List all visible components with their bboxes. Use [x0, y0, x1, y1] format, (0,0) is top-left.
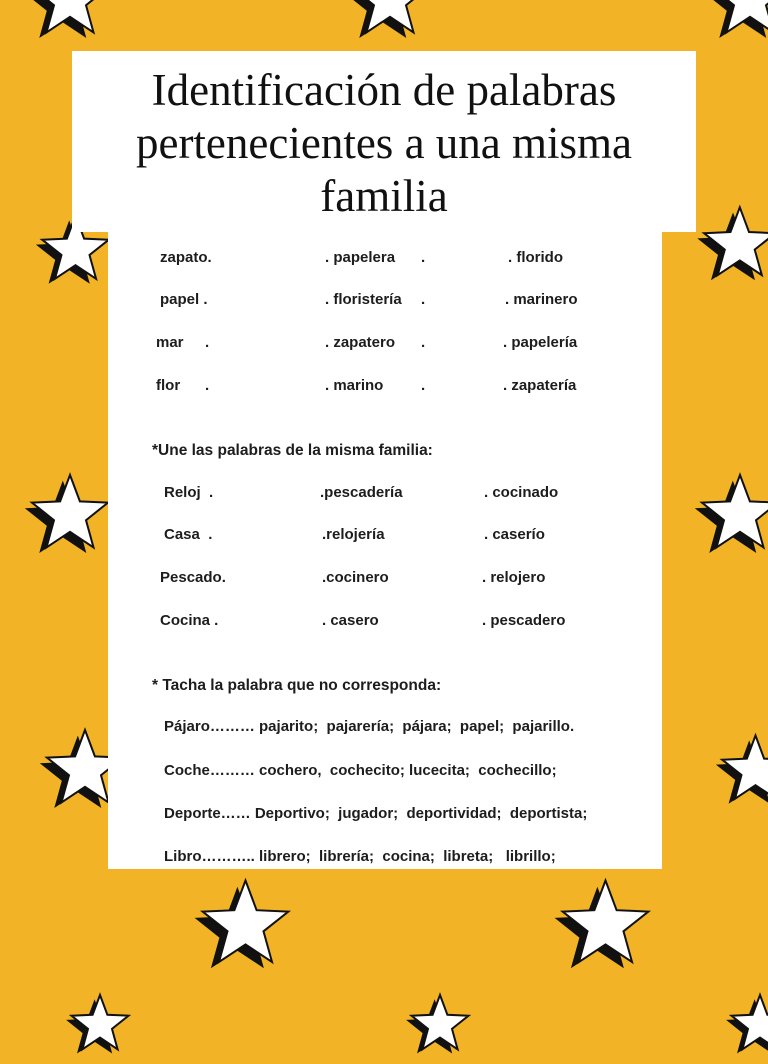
star-icon — [688, 463, 768, 567]
word-reloj: Reloj . — [164, 484, 213, 502]
word-cocina: Cocina . — [160, 612, 218, 630]
star-icon — [18, 463, 122, 567]
word-marino: . marino — [325, 377, 383, 395]
section2-heading: *Une las palabras de la misma familia: — [152, 442, 433, 460]
word-pescado: Pescado. — [160, 569, 226, 587]
word-marinero: . marinero — [505, 291, 578, 309]
dot: . — [421, 291, 425, 309]
dot: . — [421, 377, 425, 395]
star-icon — [187, 867, 304, 984]
word-relojero: . relojero — [482, 569, 545, 587]
dot: . — [421, 249, 425, 267]
star-icon — [547, 867, 664, 984]
word-flor: flor — [156, 377, 180, 395]
exercise-line-coche: Coche……… cochero, cochecito; lucecita; cochecillo; — [164, 762, 557, 780]
word-papel: papel . — [160, 291, 208, 309]
word-casero: . casero — [322, 612, 379, 630]
word-pescadero: . pescadero — [482, 612, 565, 630]
dot: . — [205, 377, 209, 395]
star-icon — [691, 196, 768, 294]
star-icon — [401, 986, 479, 1064]
word-zapateria: . zapatería — [503, 377, 576, 395]
exercise-line-pajaro: Pájaro……… pajarito; pajarería; pájara; papel; pajarillo. — [164, 718, 574, 736]
title-line-1: Identificación de palabras — [152, 65, 617, 115]
dot: . — [205, 334, 209, 352]
word-zapato: zapato. — [160, 249, 212, 267]
word-papeleria: . papelería — [503, 334, 577, 352]
title-line-2: pertenecientes a una misma — [136, 118, 632, 168]
star-icon — [61, 986, 139, 1064]
title-line-3: familia — [320, 171, 447, 221]
word-florido: . florido — [508, 249, 563, 267]
word-mar: mar — [156, 334, 184, 352]
page-title — [72, 51, 696, 223]
word-pescaderia: .pescadería — [320, 484, 403, 502]
star-icon — [18, 0, 122, 52]
worksheet — [108, 229, 662, 869]
star-icon — [338, 0, 442, 52]
star-icon — [710, 725, 768, 816]
word-caserio: . caserío — [484, 526, 545, 544]
word-relojeria: .relojería — [322, 526, 385, 544]
title-box — [72, 51, 696, 232]
exercise-line-libro: Libro……….. librero; librería; cocina; libreta; librillo; — [164, 848, 556, 866]
section3-heading: * Tacha la palabra que no corresponda: — [152, 677, 441, 695]
star-icon — [721, 986, 768, 1064]
word-floristeria: . floristería — [325, 291, 402, 309]
star-icon — [698, 0, 768, 52]
word-zapatero: . zapatero — [325, 334, 395, 352]
dot: . — [421, 334, 425, 352]
word-cocinero: .cocinero — [322, 569, 389, 587]
word-casa: Casa . — [164, 526, 212, 544]
word-cocinado: . cocinado — [484, 484, 558, 502]
word-papelera: . papelera — [325, 249, 395, 267]
exercise-line-deporte: Deporte…… Deportivo; jugador; deportividad; deportista; — [164, 805, 587, 823]
